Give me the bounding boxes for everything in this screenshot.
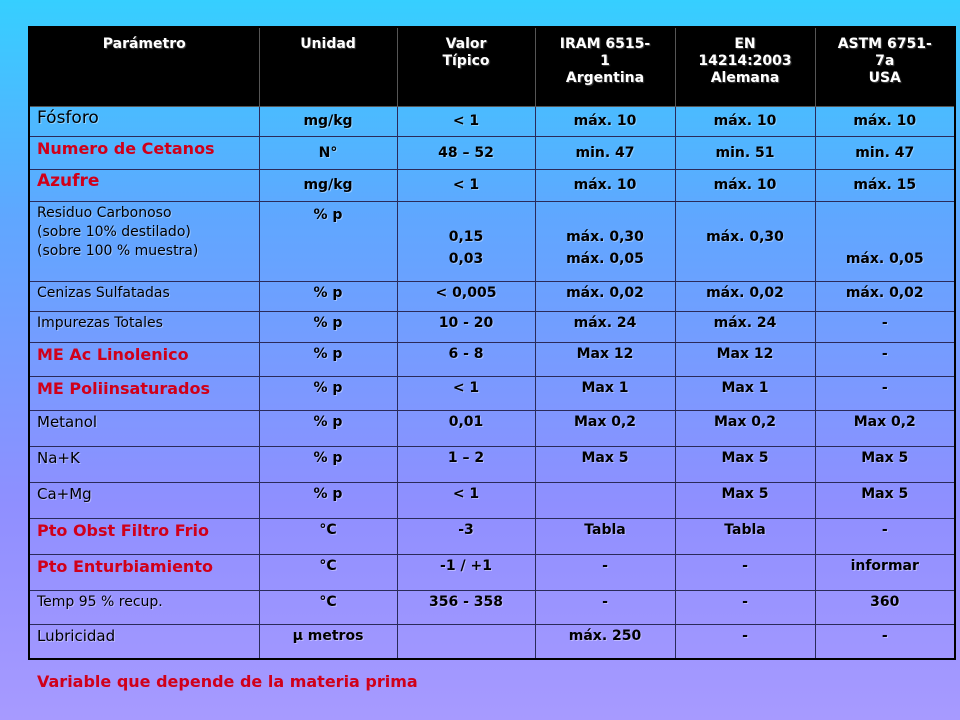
header-en: EN 14214:2003 Alemana	[675, 27, 815, 107]
table-row	[29, 282, 955, 312]
table-row	[29, 343, 955, 377]
tipico-cell: < 0,005	[397, 282, 535, 312]
tipico-cell: -3	[397, 519, 535, 555]
tipico-cell: 356 - 358	[397, 591, 535, 625]
tipico-cell: < 1	[397, 107, 535, 137]
en-cell: Max 1	[675, 377, 815, 411]
table-row	[29, 137, 955, 170]
astm-cell: -	[815, 312, 955, 343]
header-astm: ASTM 6751- 7a USA	[815, 27, 955, 107]
footnote: Variable que depende de la materia prima	[37, 672, 418, 691]
tipico-cell: < 1	[397, 377, 535, 411]
header-parametro: Parámetro	[29, 27, 259, 107]
en-cell: máx. 10	[675, 107, 815, 137]
astm-cell: máx. 0,05	[815, 202, 955, 282]
table-row	[29, 591, 955, 625]
header-unidad: Unidad	[259, 27, 397, 107]
tipico-cell: < 1	[397, 483, 535, 519]
en-cell: min. 51	[675, 137, 815, 170]
unidad-cell: °C	[259, 555, 397, 591]
en-cell: máx. 0,30	[675, 202, 815, 282]
unidad-cell: % p	[259, 202, 397, 282]
unidad-cell: % p	[259, 312, 397, 343]
unidad-cell: N°	[259, 137, 397, 170]
iram-cell: Max 5	[535, 447, 675, 483]
param-cell: Na+K	[29, 447, 259, 483]
unidad-cell: mg/kg	[259, 170, 397, 202]
param-cell: Pto Obst Filtro Frio	[29, 519, 259, 555]
table-row	[29, 447, 955, 483]
unidad-cell: mg/kg	[259, 107, 397, 137]
param-cell: ME Poliinsaturados	[29, 377, 259, 411]
tipico-cell: 10 - 20	[397, 312, 535, 343]
iram-cell	[535, 483, 675, 519]
unidad-cell: °C	[259, 591, 397, 625]
iram-cell: Max 12	[535, 343, 675, 377]
iram-cell: máx. 10	[535, 107, 675, 137]
param-cell: Cenizas Sulfatadas	[29, 282, 259, 312]
header-iram: IRAM 6515- 1 Argentina	[535, 27, 675, 107]
param-cell: Lubricidad	[29, 625, 259, 659]
en-cell: Tabla	[675, 519, 815, 555]
table-row	[29, 519, 955, 555]
astm-cell: Max 5	[815, 447, 955, 483]
param-cell: ME Ac Linolenico	[29, 343, 259, 377]
astm-cell: Max 5	[815, 483, 955, 519]
table-row	[29, 170, 955, 202]
unidad-cell: °C	[259, 519, 397, 555]
header-row	[29, 27, 955, 107]
iram-cell: -	[535, 591, 675, 625]
en-cell: Max 12	[675, 343, 815, 377]
tipico-cell: 1 – 2	[397, 447, 535, 483]
param-cell: Azufre	[29, 170, 259, 202]
table-row	[29, 377, 955, 411]
en-cell: máx. 24	[675, 312, 815, 343]
iram-cell: máx. 10	[535, 170, 675, 202]
table-row	[29, 107, 955, 137]
en-cell: -	[675, 625, 815, 659]
astm-cell: -	[815, 519, 955, 555]
en-cell: máx. 10	[675, 170, 815, 202]
tipico-cell: 48 – 52	[397, 137, 535, 170]
param-cell: Metanol	[29, 411, 259, 447]
unidad-cell: % p	[259, 447, 397, 483]
table-row	[29, 411, 955, 447]
en-cell: Max 0,2	[675, 411, 815, 447]
param-cell: Impurezas Totales	[29, 312, 259, 343]
spec-table	[28, 26, 956, 660]
tipico-cell	[397, 625, 535, 659]
table-row	[29, 483, 955, 519]
astm-cell: máx. 0,02	[815, 282, 955, 312]
iram-cell: máx. 250	[535, 625, 675, 659]
en-cell: -	[675, 555, 815, 591]
param-cell: Residuo Carbonoso (sobre 10% destilado) (sobre 100 % muestra)	[29, 202, 259, 282]
astm-cell: -	[815, 377, 955, 411]
unidad-cell: μ metros	[259, 625, 397, 659]
astm-cell: Max 0,2	[815, 411, 955, 447]
table-row	[29, 555, 955, 591]
iram-cell: Max 1	[535, 377, 675, 411]
param-cell: Pto Enturbiamiento	[29, 555, 259, 591]
astm-cell: máx. 10	[815, 107, 955, 137]
unidad-cell: % p	[259, 377, 397, 411]
astm-cell: min. 47	[815, 137, 955, 170]
unidad-cell: % p	[259, 483, 397, 519]
iram-cell: máx. 24	[535, 312, 675, 343]
unidad-cell: % p	[259, 343, 397, 377]
tipico-cell: 6 - 8	[397, 343, 535, 377]
tipico-cell: < 1	[397, 170, 535, 202]
en-cell: Max 5	[675, 483, 815, 519]
astm-cell: -	[815, 343, 955, 377]
header-valor-tipico: Valor Típico	[397, 27, 535, 107]
iram-cell: máx. 0,30 máx. 0,05	[535, 202, 675, 282]
en-cell: Max 5	[675, 447, 815, 483]
tipico-cell: 0,15 0,03	[397, 202, 535, 282]
param-cell: Temp 95 % recup.	[29, 591, 259, 625]
iram-cell: -	[535, 555, 675, 591]
iram-cell: máx. 0,02	[535, 282, 675, 312]
table-row	[29, 625, 955, 659]
iram-cell: Max 0,2	[535, 411, 675, 447]
astm-cell: 360	[815, 591, 955, 625]
param-cell: Numero de Cetanos	[29, 137, 259, 170]
en-cell: máx. 0,02	[675, 282, 815, 312]
unidad-cell: % p	[259, 282, 397, 312]
astm-cell: informar	[815, 555, 955, 591]
astm-cell: -	[815, 625, 955, 659]
en-cell: -	[675, 591, 815, 625]
table-row	[29, 312, 955, 343]
unidad-cell: % p	[259, 411, 397, 447]
iram-cell: Tabla	[535, 519, 675, 555]
param-cell: Ca+Mg	[29, 483, 259, 519]
param-cell: Fósforo	[29, 107, 259, 137]
astm-cell: máx. 15	[815, 170, 955, 202]
table-row	[29, 202, 955, 282]
tipico-cell: 0,01	[397, 411, 535, 447]
tipico-cell: -1 / +1	[397, 555, 535, 591]
iram-cell: min. 47	[535, 137, 675, 170]
